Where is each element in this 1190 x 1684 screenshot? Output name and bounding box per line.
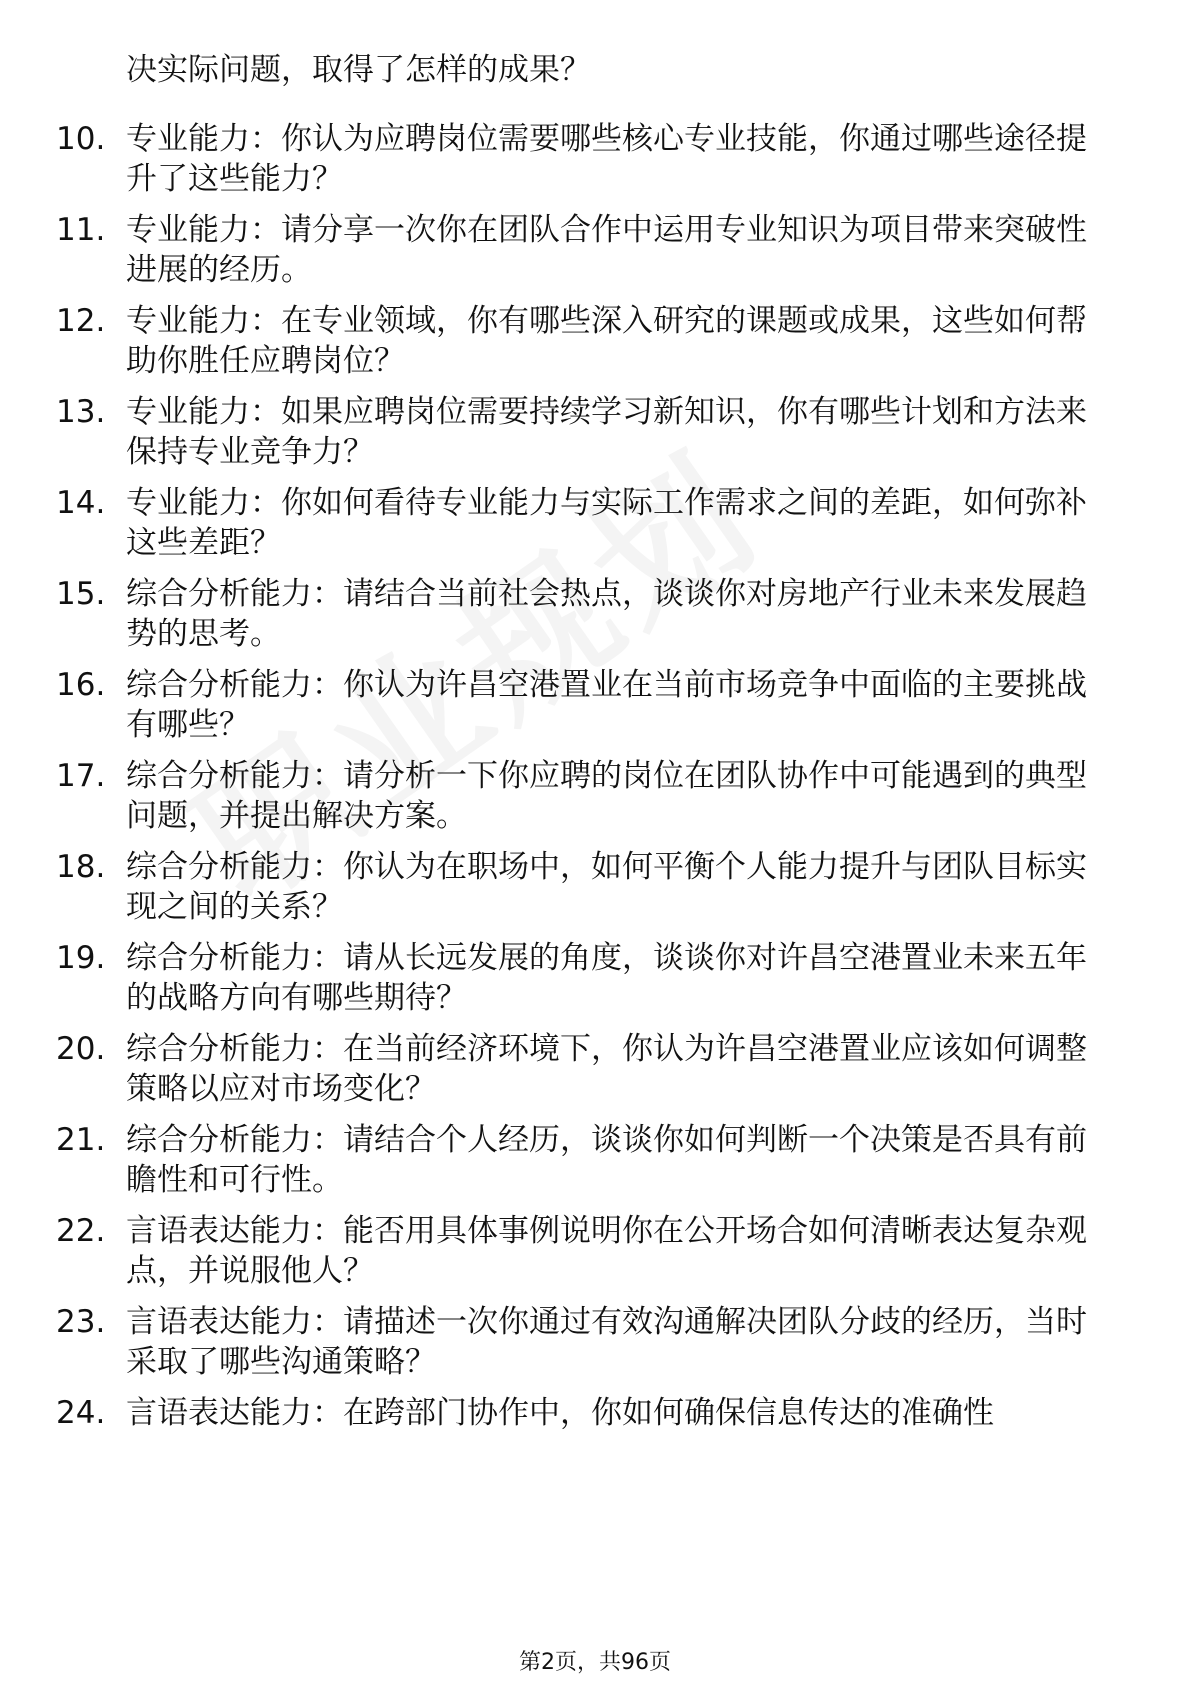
question-text: 专业能力：请分享一次你在团队合作中运用专业知识为项目带来突破性进展的经历。 [126,212,1087,288]
question-number: 22. [56,1213,106,1249]
question-number: 17. [56,758,106,794]
question-item [0,933,1190,1024]
question-item [0,1115,1190,1206]
question-item [0,1024,1190,1115]
question-item [0,842,1190,933]
question-number: 15. [56,576,106,612]
question-number: 20. [56,1031,106,1067]
question-number: 13. [56,394,106,430]
question-item [0,1388,1190,1479]
question-item [0,296,1190,387]
question-text: 言语表达能力：能否用具体事例说明你在公开场合如何清晰表达复杂观点，并说服他人？ [126,1213,1087,1289]
question-number: 21. [56,1122,106,1158]
question-text: 专业能力：如果应聘岗位需要持续学习新知识，你有哪些计划和方法来保持专业竞争力？ [126,394,1087,470]
question-item [0,205,1190,296]
question-text: 言语表达能力：请描述一次你通过有效沟通解决团队分歧的经历，当时采取了哪些沟通策略？ [126,1304,1087,1380]
question-number: 14. [56,485,106,521]
continuation-text: 决实际问题，取得了怎样的成果？ [126,52,591,88]
question-list [0,114,1190,1479]
question-item [0,1206,1190,1297]
question-number: 23. [56,1304,106,1340]
question-item [0,387,1190,478]
question-item [0,1297,1190,1388]
question-number: 18. [56,849,106,885]
question-text: 专业能力：你认为应聘岗位需要哪些核心专业技能，你通过哪些途径提升了这些能力？ [126,121,1087,197]
question-number: 11. [56,212,106,248]
question-text: 综合分析能力：你认为在职场中，如何平衡个人能力提升与团队目标实现之间的关系？ [126,849,1087,925]
question-text: 综合分析能力：在当前经济环境下，你认为许昌空港置业应该如何调整策略以应对市场变化？ [126,1031,1087,1107]
question-item [0,660,1190,751]
question-text: 综合分析能力：请分析一下你应聘的岗位在团队协作中可能遇到的典型问题，并提出解决方案。 [126,758,1087,834]
question-number: 10. [56,121,106,157]
question-text: 综合分析能力：请结合个人经历，谈谈你如何判断一个决策是否具有前瞻性和可行性。 [126,1122,1087,1198]
question-item [0,569,1190,660]
question-number: 19. [56,940,106,976]
question-text: 专业能力：在专业领域，你有哪些深入研究的课题或成果，这些如何帮助你胜任应聘岗位？ [126,303,1087,379]
question-text: 综合分析能力：请结合当前社会热点，谈谈你对房地产行业未来发展趋势的思考。 [126,576,1087,652]
question-item [0,751,1190,842]
question-number: 12. [56,303,106,339]
question-item [0,114,1190,205]
page-footer: 第2页，共96页 [519,1650,671,1675]
question-number: 24. [56,1395,106,1431]
question-number: 16. [56,667,106,703]
question-item [0,478,1190,569]
question-text: 言语表达能力：在跨部门协作中，你如何确保信息传达的准确性 [126,1395,994,1431]
question-text: 综合分析能力：你认为许昌空港置业在当前市场竞争中面临的主要挑战有哪些？ [126,667,1087,743]
question-text: 专业能力：你如何看待专业能力与实际工作需求之间的差距，如何弥补这些差距？ [126,485,1087,561]
question-text: 综合分析能力：请从长远发展的角度，谈谈你对许昌空港置业未来五年的战略方向有哪些期待？ [126,940,1087,1016]
